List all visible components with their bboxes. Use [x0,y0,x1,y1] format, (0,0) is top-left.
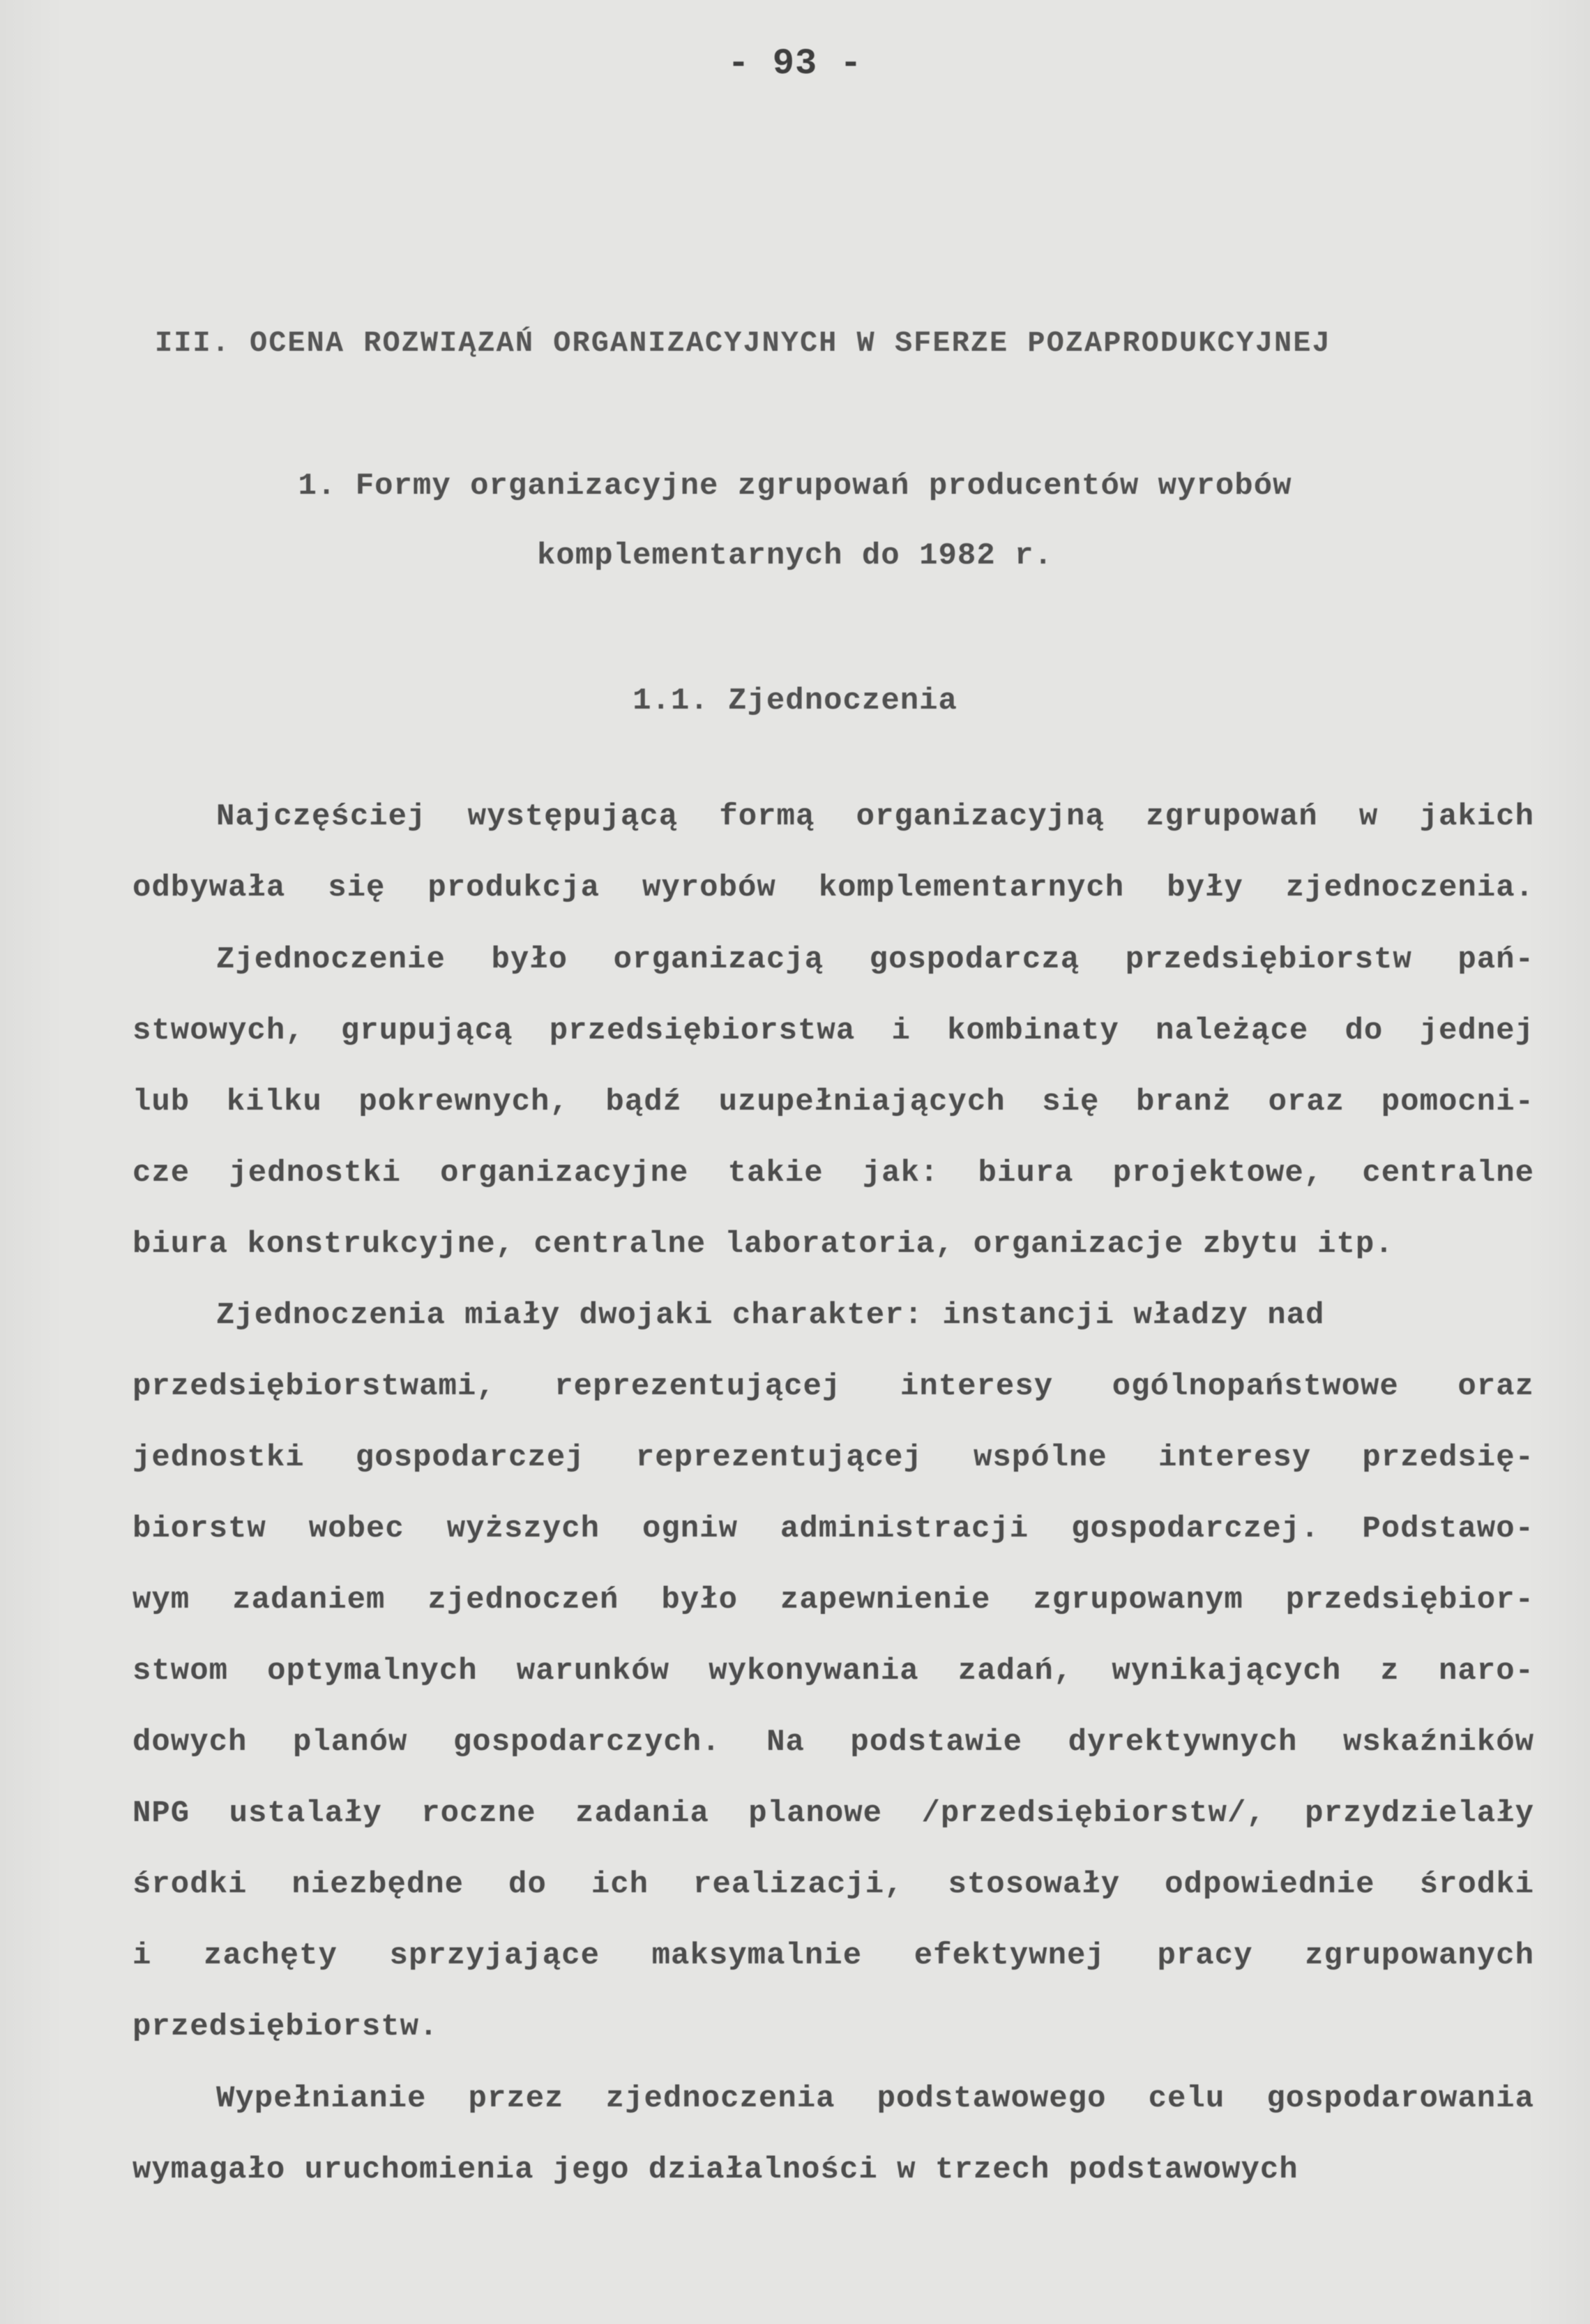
page-number: - 93 - [727,43,863,84]
body-line: odbywała się produkcja wyrobów komplementarnych były zjednoczenia. [132,870,1534,905]
body-line: przedsiębiorstwami, reprezentującej interesy ogólnopaństwowe oraz [132,1369,1534,1404]
body-line: NPG ustalały roczne zadania planowe /przedsiębiorstw/, przydzielały [132,1796,1534,1831]
body-paragraph-4 [132,2063,1534,2205]
body-line: środki niezbędne do ich realizacji, stosowały odpowiednie środki [132,1867,1534,1902]
body-line: wymagało uruchomienia jego działalności w trzech podstawowych [132,2152,1298,2187]
body-line: stwowych, grupującą przedsiębiorstwa i kombinaty należące do jednej [132,1013,1534,1048]
body-line: wym zadaniem zjednoczeń było zapewnienie zgrupowanym przedsiębior- [132,1583,1534,1617]
body-paragraph-3 [132,1280,1534,2062]
body-line: dowych planów gospodarczych. Na podstawie dyrektywnych wskaźników [132,1725,1534,1760]
subsection-title: 1.1. Zjednoczenia [633,684,957,718]
body-line: jednostki gospodarczej reprezentującej wspólne interesy przedsię- [132,1440,1534,1475]
body-line: Wypełnianie przez zjednoczenia podstawowego celu gospodarowania [216,2081,1534,2116]
body-line: i zachęty sprzyjające maksymalnie efektywnej pracy zgrupowanych [132,1938,1534,1973]
body-line: przedsiębiorstw. [132,2009,439,2044]
body-paragraph-2 [132,924,1534,1280]
body-line: stwom optymalnych warunków wykonywania zadań, wynikających z naro- [132,1654,1534,1689]
section-title-line-2: komplementarnych do 1982 r. [537,538,1053,573]
body-line: Najczęściej występującą formą organizacyjną zgrupowań w jakich [216,799,1534,834]
body-line: biura konstrukcyjne, centralne laboratoria, organizacje zbytu itp. [132,1227,1394,1262]
body-line: Zjednoczenia miały dwojaki charakter: instancji władzy nad [216,1298,1325,1333]
body-line: biorstw wobec wyższych ogniw administracji gospodarczej. Podstawo- [132,1511,1534,1546]
body-line: Zjednoczenie było organizacją gospodarczą przedsiębiorstw pań- [216,942,1534,977]
body-line: cze jednostki organizacyjne takie jak: biura projektowe, centralne [132,1156,1534,1191]
chapter-title: III. OCENA ROZWIĄZAŃ ORGANIZACYJNYCH W SFERZE POZAPRODUKCYJNEJ [155,326,1331,360]
body-line: lub kilku pokrewnych, bądź uzupełniających się branż oraz pomocni- [132,1085,1534,1119]
body-paragraph-1 [132,781,1534,923]
section-title-line-1: 1. Formy organizacyjne zgrupowań producentów wyrobów [298,469,1292,504]
